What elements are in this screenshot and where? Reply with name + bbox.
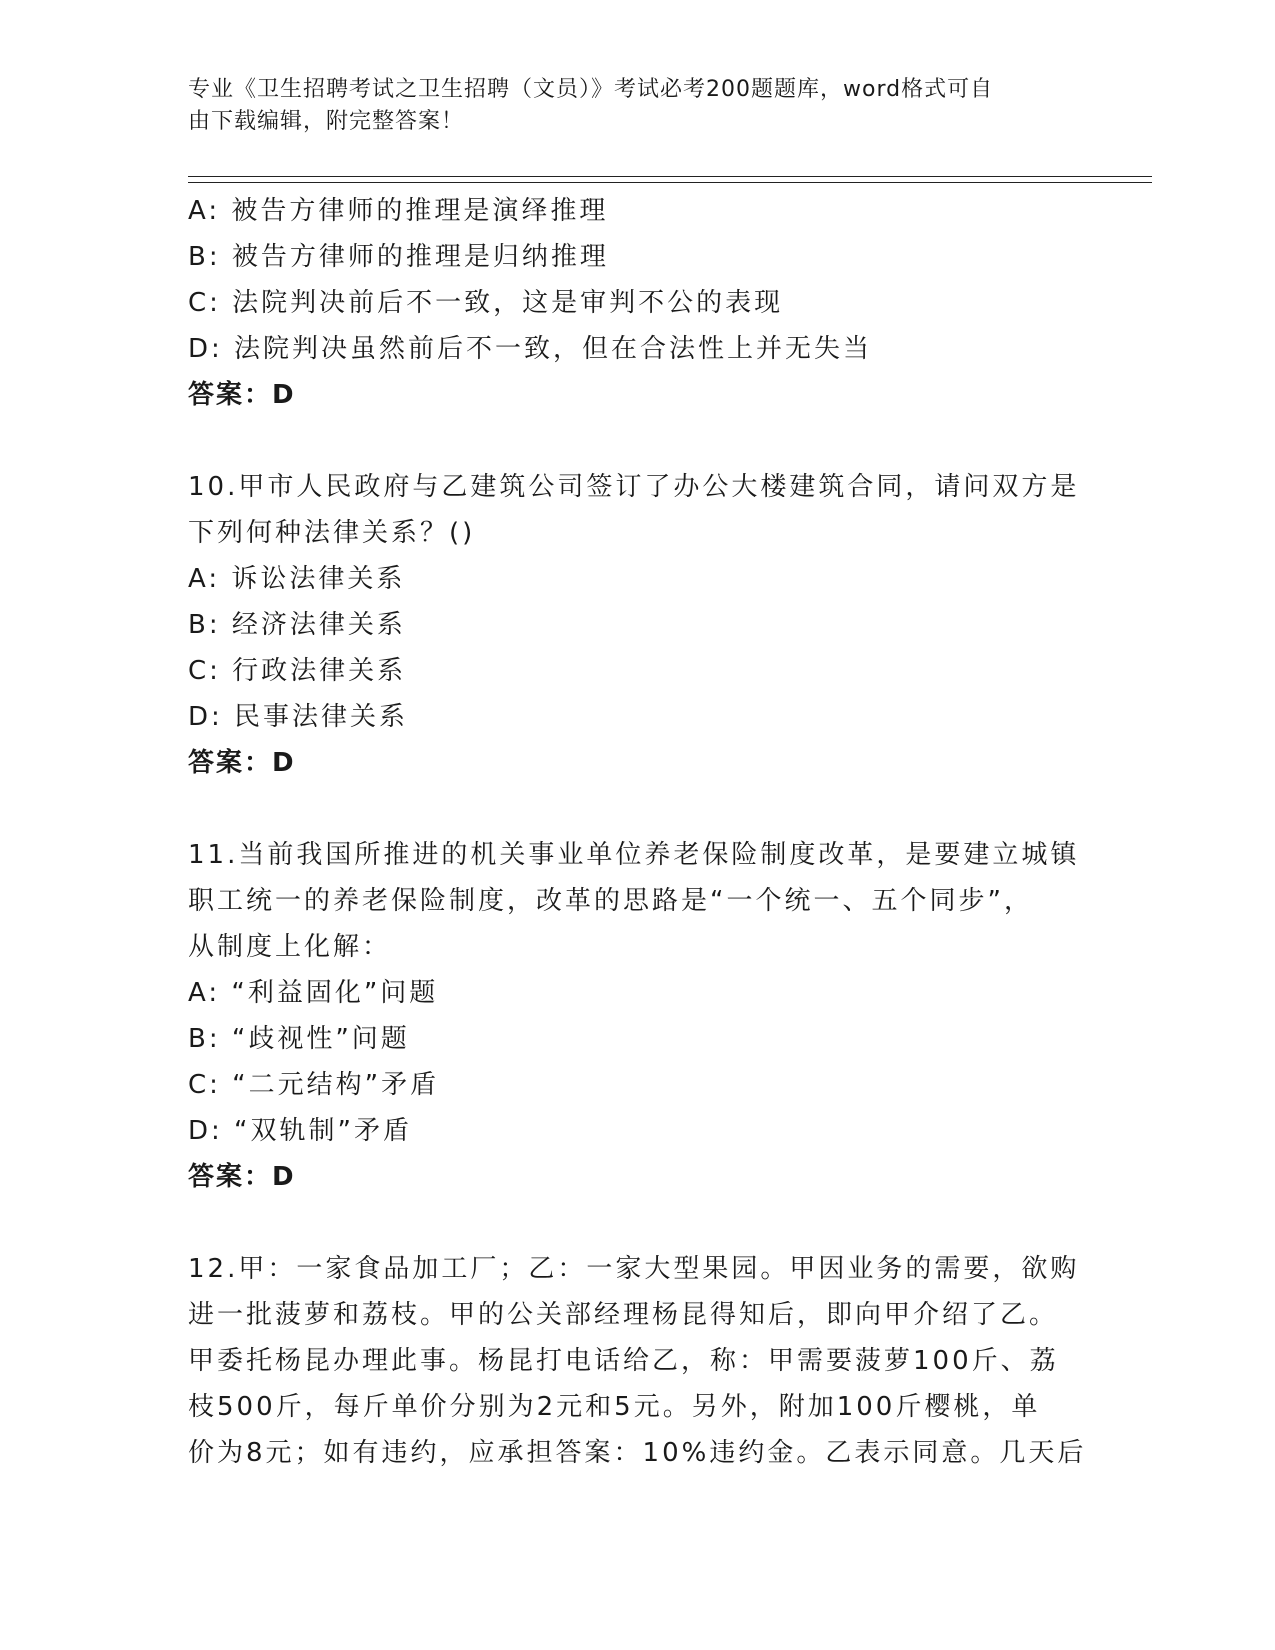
question-10-answer: 答案：D: [188, 748, 296, 778]
question-9-option-c: C: 法院判决前后不一致，这是审判不公的表现: [188, 288, 784, 318]
question-11-option-c: C: “二元结构”矛盾: [188, 1070, 440, 1100]
header-divider-bottom: [188, 182, 1152, 183]
spacer: [188, 786, 1088, 832]
question-10-stem-line-1: 10.甲市人民政府与乙建筑公司签订了办公大楼建筑合同，请问双方是: [188, 472, 1080, 502]
question-9-option-a: A: 被告方律师的推理是演绎推理: [188, 196, 609, 226]
question-12-block: [188, 1246, 1088, 1476]
question-12-stem-line-4: 枝500斤，每斤单价分别为2元和5元。另外，附加100斤樱桃，单: [188, 1392, 1041, 1422]
question-12-stem-line-2: 进一批菠萝和荔枝。甲的公关部经理杨昆得知后，即向甲介绍了乙。: [188, 1300, 1059, 1330]
question-11-answer: 答案：D: [188, 1162, 296, 1192]
question-10-option-c: C: 行政法律关系: [188, 656, 407, 686]
header-line-1: 专业《卫生招聘考试之卫生招聘（文员）》考试必考200题题库，word格式可自: [188, 77, 994, 102]
question-11-block: [188, 832, 1088, 1200]
question-10-block: [188, 464, 1088, 786]
question-9-answer: 答案：D: [188, 380, 296, 410]
spacer: [188, 1200, 1088, 1246]
document-header: [188, 74, 1068, 138]
question-11-option-d: D: “双轨制”矛盾: [188, 1116, 412, 1146]
question-content: [188, 188, 1088, 1476]
header-line-2: 由下载编辑，附完整答案！: [188, 109, 465, 134]
question-10-stem-line-2: 下列何种法律关系？(): [188, 518, 476, 548]
question-11-option-b: B: “歧视性”问题: [188, 1024, 410, 1054]
header-divider-top: [188, 176, 1152, 177]
question-12-stem-line-3: 甲委托杨昆办理此事。杨昆打电话给乙，称：甲需要菠萝100斤、荔: [188, 1346, 1059, 1376]
question-11-stem-line-2: 职工统一的养老保险制度，改革的思路是“一个统一、五个同步”，: [188, 886, 1033, 916]
question-9-block: [188, 188, 1088, 418]
question-12-stem-line-1: 12.甲：一家食品加工厂；乙：一家大型果园。甲因业务的需要，欲购: [188, 1254, 1080, 1284]
question-11-stem-line-1: 11.当前我国所推进的机关事业单位养老保险制度改革，是要建立城镇: [188, 840, 1080, 870]
question-10-option-a: A: 诉讼法律关系: [188, 564, 406, 594]
question-10-option-b: B: 经济法律关系: [188, 610, 406, 640]
question-11-option-a: A: “利益固化”问题: [188, 978, 439, 1008]
question-9-option-b: B: 被告方律师的推理是归纳推理: [188, 242, 609, 272]
question-9-option-d: D: 法院判决虽然前后不一致，但在合法性上并无失当: [188, 334, 873, 364]
spacer: [188, 418, 1088, 464]
question-12-stem-line-5: 价为8元；如有违约，应承担答案：10%违约金。乙表示同意。几天后: [188, 1438, 1087, 1468]
question-11-stem-line-3: 从制度上化解：: [188, 932, 392, 962]
question-10-option-d: D: 民事法律关系: [188, 702, 409, 732]
